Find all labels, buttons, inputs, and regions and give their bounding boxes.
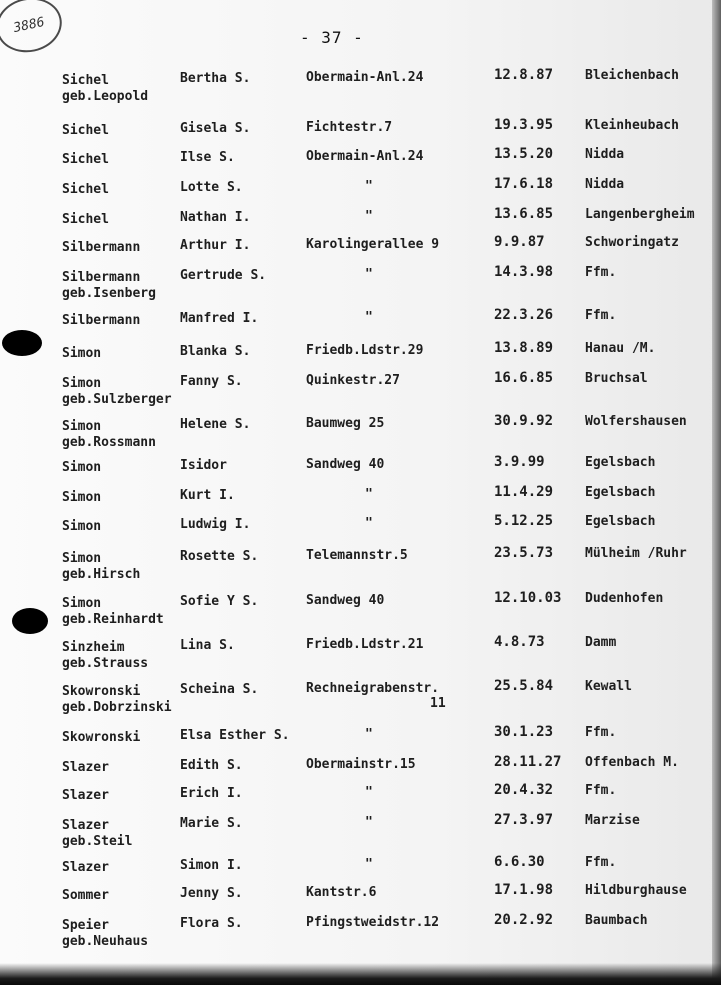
given-name: Fanny S. [180,374,243,389]
given-name: Helene S. [180,417,251,432]
register-entry [0,262,721,302]
surname: Simon [62,551,102,566]
street-address: Rechneigrabenstr. [306,681,440,696]
page-edge-right [712,0,721,985]
given-name: Edith S. [180,758,243,773]
birth-place: Marzise [585,813,640,828]
surname: Sichel [62,182,109,197]
birth-place: Nidda [585,177,625,192]
given-name: Arthur I. [180,238,251,253]
given-name: Scheina S. [180,682,259,697]
birth-date: 3.9.99 [494,454,545,470]
maiden-name: geb.Dobrzinski [62,700,172,715]
page-edge-bottom [0,963,721,985]
street-address: " [365,516,373,531]
surname: Sichel [62,123,109,138]
birth-date: 16.6.85 [494,370,554,386]
given-name: Gertrude S. [180,268,267,283]
birth-date: 4.8.73 [494,634,545,650]
birth-date: 23.5.73 [494,545,554,561]
street-address: Telemannstr.5 [306,548,408,563]
birth-date: 30.9.92 [494,413,554,429]
birth-date: 28.11.27 [494,754,562,770]
given-name: Blanka S. [180,344,251,359]
surname: Simon [62,346,102,361]
street-address: Sandweg 40 [306,457,385,472]
birth-date: 14.3.98 [494,264,554,280]
birth-date: 6.6.30 [494,854,545,870]
street-address: " [365,727,373,742]
birth-place: Ffm. [585,855,617,870]
given-name: Ilse S. [180,150,235,165]
given-name: Manfred I. [180,311,259,326]
given-name: Erich I. [180,786,243,801]
birth-date: 20.4.32 [494,782,554,798]
register-entry [0,368,721,408]
surname: Slazer [62,860,109,875]
birth-place: Nidda [585,147,625,162]
birth-place: Langenbergheim [585,207,695,222]
maiden-name: geb.Sulzberger [62,392,172,407]
register-entry [0,810,721,850]
street-address: Fichtestr.7 [306,120,393,135]
surname: Slazer [62,760,109,775]
maiden-name: geb.Leopold [62,89,149,104]
birth-date: 13.5.20 [494,146,554,162]
register-entry [0,543,721,583]
surname: Simon [62,376,102,391]
surname: Simon [62,519,102,534]
birth-date: 11.4.29 [494,484,554,500]
given-name: Marie S. [180,816,243,831]
surname: Simon [62,596,102,611]
register-entry [0,588,721,628]
birth-place: Hanau /M. [585,341,656,356]
surname: Slazer [62,788,109,803]
street-address: Karolingerallee 9 [306,237,440,252]
given-name: Nathan I. [180,210,251,225]
register-entry [0,411,721,451]
given-name: Jenny S. [180,886,243,901]
street-address: Friedb.Ldstr.29 [306,343,424,358]
birth-place: Baumbach [585,913,648,928]
birth-date: 27.3.97 [494,812,554,828]
birth-date: 22.3.26 [494,307,554,323]
birth-date: 13.8.89 [494,340,554,356]
surname: Silbermann [62,240,141,255]
page-number: - 37 - [300,28,364,47]
birth-place: Bleichenbach [585,68,679,83]
birth-date: 12.8.87 [494,67,554,83]
birth-place: Bruchsal [585,371,648,386]
given-name: Ludwig I. [180,517,251,532]
given-name: Lotte S. [180,180,243,195]
given-name: Sofie Y S. [180,594,259,609]
maiden-name: geb.Hirsch [62,567,141,582]
given-name: Gisela S. [180,121,251,136]
birth-place: Hildburghause [585,883,687,898]
register-entry [0,676,721,716]
maiden-name: geb.Steil [62,834,133,849]
birth-place: Dudenhofen [585,591,664,606]
birth-date: 25.5.84 [494,678,554,694]
maiden-name: geb.Rossmann [62,435,156,450]
street-address-cont: 11 [430,696,446,711]
register-entry [0,632,721,672]
birth-date: 12.10.03 [494,590,562,606]
street-address: " [365,487,373,502]
surname: Speier [62,918,109,933]
birth-place: Ffm. [585,265,617,280]
street-address: " [365,179,373,194]
register-entry [0,910,721,950]
street-address: Friedb.Ldstr.21 [306,637,424,652]
street-address: " [365,815,373,830]
birth-place: Wolfershausen [585,414,687,429]
street-address: Obermain-Anl.24 [306,70,424,85]
given-name: Bertha S. [180,71,251,86]
maiden-name: geb.Isenberg [62,286,156,301]
archive-stamp: 3886 [0,0,67,58]
birth-place: Egelsbach [585,455,656,470]
street-address: Sandweg 40 [306,593,385,608]
surname: Sinzheim [62,640,125,655]
given-name: Isidor [180,458,227,473]
surname: Sommer [62,888,109,903]
birth-place: Mülheim /Ruhr [585,546,687,561]
maiden-name: geb.Neuhaus [62,934,149,949]
birth-date: 19.3.95 [494,117,554,133]
birth-date: 5.12.25 [494,513,554,529]
street-address: " [365,785,373,800]
street-address: Kantstr.6 [306,885,377,900]
surname: Sichel [62,73,109,88]
birth-date: 17.1.98 [494,882,554,898]
given-name: Kurt I. [180,488,235,503]
given-name: Simon I. [180,858,243,873]
given-name: Rosette S. [180,549,259,564]
street-address: " [365,857,373,872]
street-address: Obermain-Anl.24 [306,149,424,164]
birth-date: 13.6.85 [494,206,554,222]
surname: Simon [62,460,102,475]
surname: Skowronski [62,684,141,699]
birth-place: Ffm. [585,783,617,798]
street-address: Pfingstweidstr.12 [306,915,440,930]
birth-place: Damm [585,635,617,650]
birth-place: Ffm. [585,725,617,740]
surname: Simon [62,490,102,505]
birth-date: 20.2.92 [494,912,554,928]
street-address: Quinkestr.27 [306,373,400,388]
given-name: Elsa Esther S. [180,728,290,743]
given-name: Lina S. [180,638,235,653]
birth-place: Ffm. [585,308,617,323]
street-address: " [365,209,373,224]
birth-place: Egelsbach [585,485,656,500]
birth-place: Offenbach M. [585,755,679,770]
birth-place: Egelsbach [585,514,656,529]
maiden-name: geb.Strauss [62,656,149,671]
maiden-name: geb.Reinhardt [62,612,164,627]
given-name: Flora S. [180,916,243,931]
surname: Slazer [62,818,109,833]
street-address: " [365,310,373,325]
surname: Sichel [62,152,109,167]
street-address: Baumweg 25 [306,416,385,431]
surname: Skowronski [62,730,141,745]
surname: Silbermann [62,313,141,328]
surname: Simon [62,419,102,434]
register-entry [0,65,721,105]
birth-date: 17.6.18 [494,176,554,192]
surname: Sichel [62,212,109,227]
birth-place: Schworingatz [585,235,679,250]
birth-date: 30.1.23 [494,724,554,740]
birth-date: 9.9.87 [494,234,545,250]
street-address: " [365,267,373,282]
birth-place: Kewall [585,679,632,694]
birth-place: Kleinheubach [585,118,679,133]
street-address: Obermainstr.15 [306,757,416,772]
surname: Silbermann [62,270,141,285]
